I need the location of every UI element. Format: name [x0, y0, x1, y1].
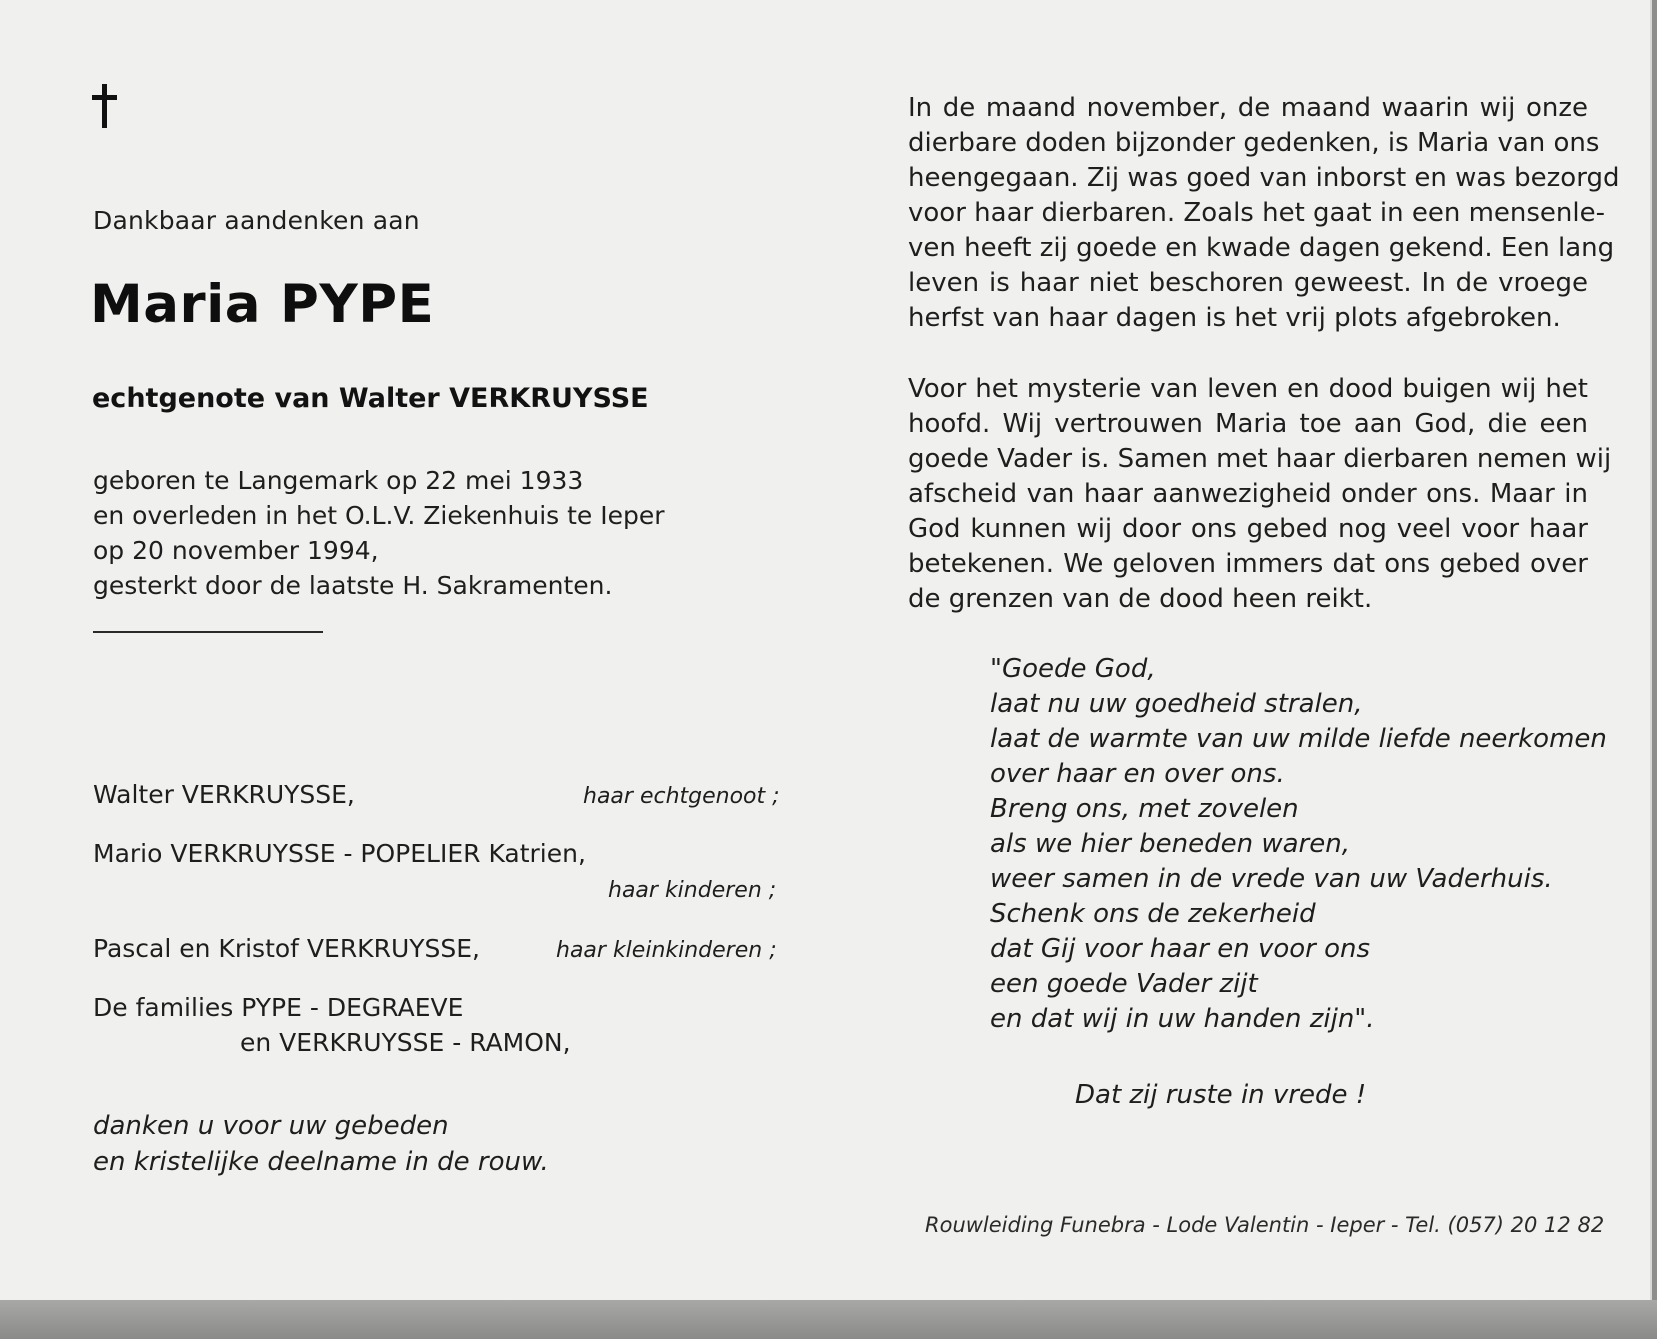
paragraph-line: In de maand november, de maand waarin wij onze — [908, 93, 1588, 123]
prayer-line: Schenk ons de zekerheid — [990, 899, 1316, 929]
paragraph-line: goede Vader is. Samen met haar dierbaren nemen wij — [908, 444, 1612, 474]
bio-line: en overleden in het O.L.V. Ziekenhuis te Ieper — [93, 501, 665, 530]
paragraph-line: de grenzen van de dood heen reikt. — [908, 584, 1373, 614]
paragraph-line: dierbare doden bijzonder gedenken, is Maria van ons — [908, 128, 1600, 158]
cross-icon — [90, 78, 120, 134]
biography — [93, 463, 665, 603]
family-mario-role: haar kinderen ; — [608, 878, 777, 903]
paragraph-line: heengegaan. Zij was goed van inborst en was bezorgd — [908, 163, 1620, 193]
family-walter-name: Walter VERKRUYSSE, — [93, 780, 355, 809]
prayer — [990, 652, 1607, 1037]
paragraph-line: voor haar dierbaren. Zoals het gaat in een mensenle- — [908, 198, 1605, 228]
thanks-text — [93, 1108, 549, 1180]
prayer-line: Breng ons, met zovelen — [990, 794, 1299, 824]
bio-line: op 20 november 1994, — [93, 536, 379, 565]
prayer-line: dat Gij voor haar en voor ons — [990, 934, 1371, 964]
family-walter-role: haar echtgenoot ; — [583, 784, 780, 809]
bio-line: geboren te Langemark op 22 mei 1933 — [93, 466, 584, 495]
families-line-1: De families PYPE - DEGRAEVE — [93, 993, 464, 1022]
prayer-line: "Goede God, — [990, 654, 1156, 684]
paragraph-2 — [908, 372, 1612, 617]
prayer-line: als we hier beneden waren, — [990, 829, 1350, 859]
paragraph-line: afscheid van haar aanwezigheid onder ons. Maar in — [908, 479, 1588, 509]
rest-in-peace: Dat zij ruste in vrede ! — [1075, 1080, 1367, 1110]
paragraph-line: ven heeft zij goede en kwade dagen gekend. Een lang — [908, 233, 1615, 263]
prayer-line: laat de warmte van uw milde liefde neerkomen — [990, 724, 1607, 754]
family-mario-name: Mario VERKRUYSSE - POPELIER Katrien, — [93, 839, 586, 868]
divider — [93, 631, 323, 633]
deceased-name: Maria PYPE — [90, 274, 435, 335]
bio-line: gesterkt door de laatste H. Sakramenten. — [93, 571, 613, 600]
prayer-line: weer samen in de vrede van uw Vaderhuis. — [990, 864, 1553, 894]
families-line-2: en VERKRUYSSE - RAMON, — [240, 1028, 571, 1057]
prayer-line: over haar en over ons. — [990, 759, 1285, 789]
family-pascal-role: haar kleinkinderen ; — [556, 938, 777, 963]
paragraph-line: leven is haar niet beschoren geweest. In de vroege — [908, 268, 1588, 298]
prayer-line: en dat wij in uw handen zijn". — [990, 1004, 1375, 1034]
funeral-home-footer: Rouwleiding Funebra - Lode Valentin - Ieper - Tel. (057) 20 12 82 — [925, 1213, 1605, 1237]
paragraph-line: God kunnen wij door ons gebed nog veel voor haar — [908, 514, 1588, 544]
paragraph-line: Voor het mysterie van leven en dood buigen wij het — [908, 374, 1588, 404]
scan-background — [0, 1300, 1657, 1339]
paragraph-1 — [908, 91, 1620, 336]
spouse-line: echtgenote van Walter VERKRUYSSE — [92, 383, 649, 414]
thanks-line: danken u voor uw gebeden — [93, 1111, 449, 1141]
thanks-line: en kristelijke deelname in de rouw. — [93, 1147, 549, 1177]
prayer-line: een goede Vader zijt — [990, 969, 1258, 999]
prayer-line: laat nu uw goedheid stralen, — [990, 689, 1363, 719]
paragraph-line: betekenen. We geloven immers dat ons gebed over — [908, 549, 1588, 579]
paragraph-line: hoofd. Wij vertrouwen Maria toe aan God, die een — [908, 409, 1588, 439]
family-pascal-name: Pascal en Kristof VERKRUYSSE, — [93, 934, 480, 963]
intro-text: Dankbaar aandenken aan — [93, 206, 420, 235]
paragraph-line: herfst van haar dagen is het vrij plots afgebroken. — [908, 303, 1561, 333]
